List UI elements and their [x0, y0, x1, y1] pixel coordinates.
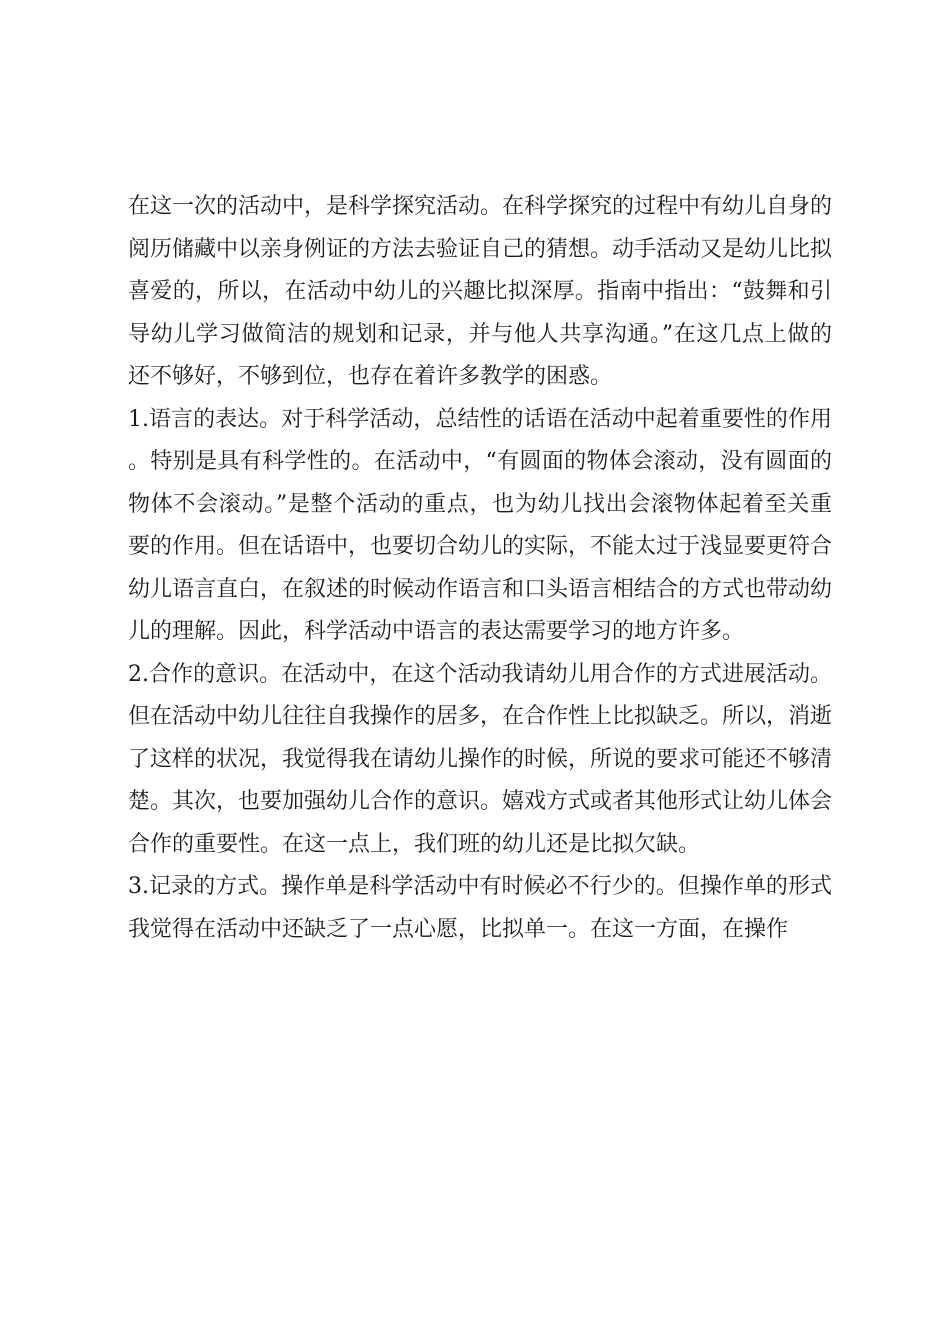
document-body: [128, 186, 832, 951]
paragraph-point-3-recording: 3.记录的方式。操作单是科学活动中有时候必不行少的。但操作单的形式我觉得在活动中还缺乏了一点心愿，比拟单一。在这一方面，在操作: [128, 874, 832, 942]
paragraph-intro: 在这一次的活动中，是科学探究活动。在科学探究的过程中有幼儿自身的阅历储藏中以亲身例证的方法去验证自己的猜想。动手活动又是幼儿比拟喜爱的，所以，在活动中幼儿的兴趣比拟深厚。指南中指出：“鼓舞和引导幼儿学习做简洁的规划和记录，并与他人共享沟通。”在这几点上做的还不够好，不够到位，也存在着许多教学的困惑。: [128, 194, 833, 389]
paragraph-point-2-cooperation: 2.合作的意识。在活动中，在这个活动我请幼儿用合作的方式进展活动。但在活动中幼儿往往自我操作的居多，在合作性上比拟缺乏。所以，消逝了这样的状况，我觉得我在请幼儿操作的时候，所说的要求可能还不够清楚。其次，也要加强幼儿合作的意识。嬉戏方式或者其他形式让幼儿体会合作的重要性。在这一点上，我们班的幼儿还是比拟欠缺。: [128, 661, 833, 857]
paragraph-point-1-language: 1.语言的表达。对于科学活动，总结性的话语在活动中起着重要性的作用。特别是具有科学性的。在活动中，“有圆面的物体会滚动，没有圆面的物体不会滚动。”是整个活动的重点，也为幼儿找出会滚物体起着至关重要的作用。但在话语中，也要切合幼儿的实际，不能太过于浅显要更符合幼儿语言直白，在叙述的时候动作语言和口头语言相结合的方式也带动幼儿的理解。因此，科学活动中语言的表达需要学习的地方许多。: [128, 406, 833, 644]
